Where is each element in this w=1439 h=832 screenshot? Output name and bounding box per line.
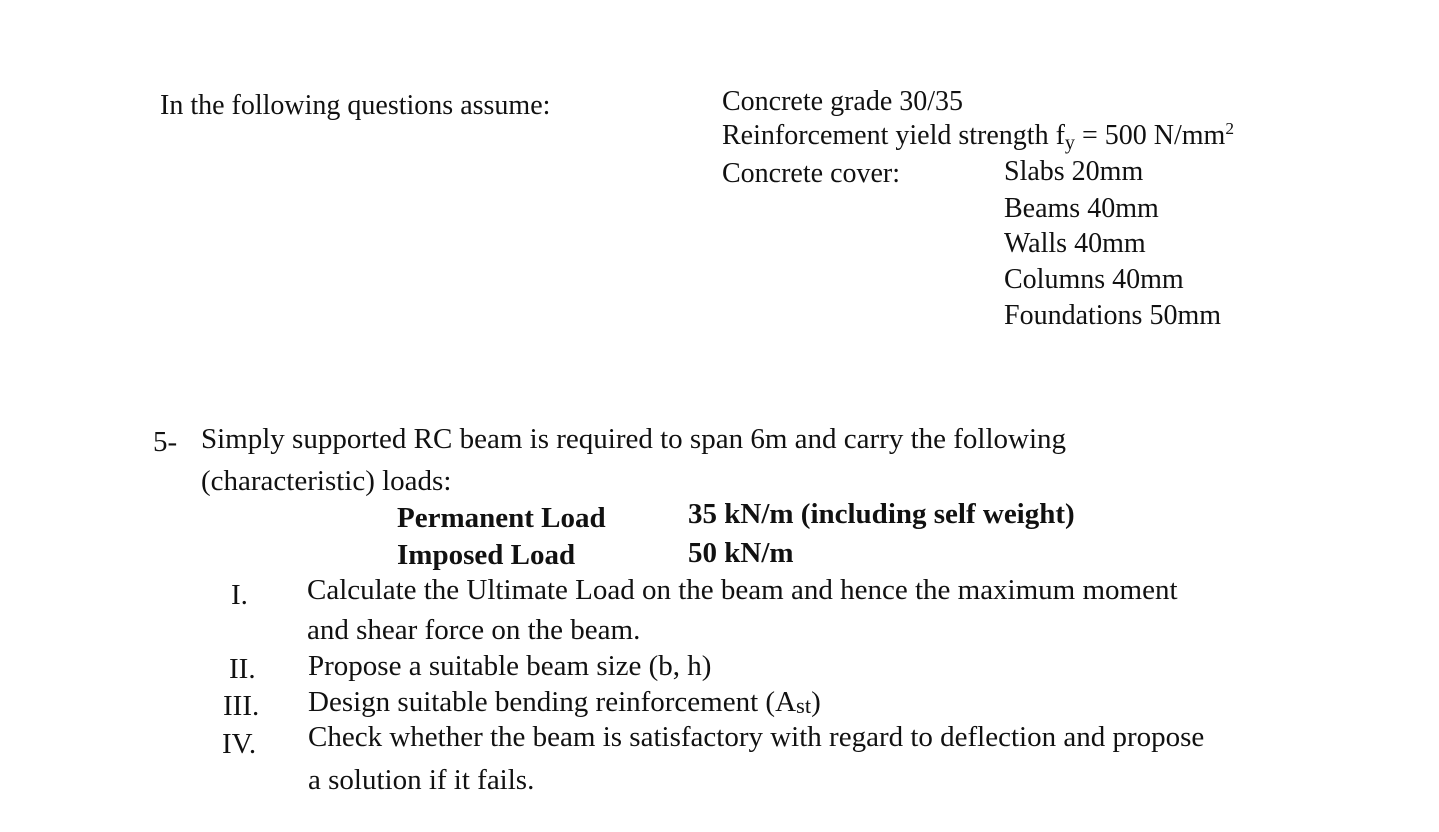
cover-item-columns: Columns 40mm: [1004, 264, 1184, 295]
part-i-line2: and shear force on the beam.: [307, 614, 641, 646]
part-iv-line2: a solution if it fails.: [308, 764, 535, 796]
part-i-line1: Calculate the Ultimate Load on the beam and hence the maximum moment: [307, 574, 1178, 606]
load-label-permanent: Permanent Load: [397, 502, 606, 534]
part-iv-line1: Check whether the beam is satisfactory with regard to deflection and propose: [308, 721, 1205, 753]
part-ii-line1: Propose a suitable beam size (b, h): [308, 650, 712, 682]
load-value-permanent: 35 kN/m (including self weight): [688, 498, 1075, 530]
part-numeral-ii: II.: [229, 653, 256, 685]
question-text-line2: (characteristic) loads:: [201, 465, 452, 497]
load-value-imposed: 50 kN/m: [688, 537, 794, 569]
yield-strength-subscript: y: [1064, 132, 1075, 155]
part-iii-subscript: st: [796, 692, 812, 718]
part-numeral-iv: IV.: [222, 728, 257, 760]
part-iii-text: Design suitable bending reinforcement (A: [308, 686, 797, 718]
yield-strength-label: Reinforcement yield strength f: [722, 120, 1065, 151]
cover-item-foundations: Foundations 50mm: [1004, 300, 1222, 331]
part-numeral-iii: III.: [223, 690, 260, 722]
part-iii-line1: [308, 688, 821, 717]
yield-strength-superscript: 2: [1225, 119, 1235, 139]
load-label-imposed: Imposed Load: [397, 539, 576, 571]
cover-item-walls: Walls 40mm: [1004, 228, 1146, 259]
question-number: 5-: [153, 426, 178, 458]
cover-item-slabs: Slabs 20mm: [1004, 156, 1144, 187]
yield-strength: [722, 119, 1235, 155]
cover-label: Concrete cover:: [722, 158, 901, 189]
part-numeral-i: I.: [231, 579, 248, 611]
cover-item-beams: Beams 40mm: [1004, 193, 1159, 224]
assumptions-intro: In the following questions assume:: [160, 90, 551, 121]
concrete-grade: Concrete grade 30/35: [722, 86, 964, 117]
yield-strength-value: = 500 N/mm: [1074, 120, 1226, 151]
part-iii-suffix: ): [811, 686, 821, 718]
question-text-line1: Simply supported RC beam is required to span 6m and carry the following: [201, 423, 1067, 455]
